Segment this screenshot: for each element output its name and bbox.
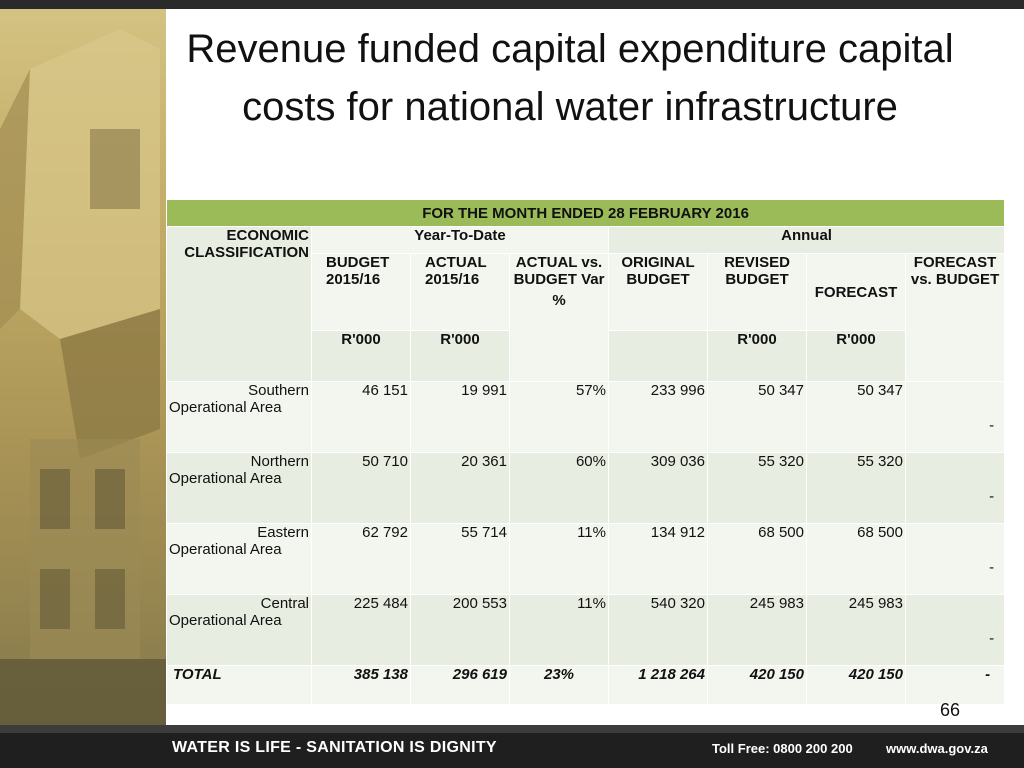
total-original: 1 218 264 [609, 666, 708, 705]
area-cell [167, 595, 312, 666]
actual-cell: 200 553 [411, 595, 510, 666]
budget-cell: 50 710 [312, 453, 411, 524]
var-cell: 11% [510, 524, 609, 595]
area-name: Southern [248, 382, 309, 399]
annual-group-header: Annual [609, 227, 1005, 254]
actual-cell: 19 991 [411, 382, 510, 453]
budget-cell: 225 484 [312, 595, 411, 666]
period-header: FOR THE MONTH ENDED 28 FEBRUARY 2016 [167, 200, 1005, 227]
actual-unit: R'000 [411, 331, 510, 382]
total-row [167, 666, 1005, 705]
forecast-unit: R'000 [807, 331, 906, 382]
table-row [167, 524, 1005, 595]
revised-cell: 68 500 [708, 524, 807, 595]
forecast-cell: 245 983 [807, 595, 906, 666]
economic-classification-label: ECONOMIC CLASSIFICATION [184, 227, 309, 261]
area-name: Central [260, 595, 309, 612]
fvb-cell: - [906, 382, 1005, 453]
var-cell: 57% [510, 382, 609, 453]
area-suffix: Operational Area [169, 399, 282, 416]
ytd-group-header: Year-To-Date [312, 227, 609, 254]
revised-cell: 55 320 [708, 453, 807, 524]
actual-vs-budget-label: ACTUAL vs. BUDGET Var [513, 254, 605, 288]
var-cell: 60% [510, 453, 609, 524]
area-cell [167, 382, 312, 453]
budget-cell: 46 151 [312, 382, 411, 453]
total-forecast: 420 150 [807, 666, 906, 705]
forecast-cell: 50 347 [807, 382, 906, 453]
footer-strip [0, 725, 1024, 733]
area-cell [167, 524, 312, 595]
top-bar [0, 0, 1024, 9]
original-cell: 540 320 [609, 595, 708, 666]
forecast-col-header: FORECAST [807, 254, 906, 331]
page-number: 66 [940, 700, 961, 720]
var-cell: 11% [510, 595, 609, 666]
forecast-vs-budget-col-header: FORECAST vs. BUDGET [906, 254, 1005, 382]
period-header-row [167, 200, 1005, 227]
table-row [167, 595, 1005, 666]
table-row [167, 382, 1005, 453]
total-label: TOTAL [167, 666, 312, 705]
area-cell [167, 453, 312, 524]
total-revised: 420 150 [708, 666, 807, 705]
slide-title: Revenue funded capital expenditure capital costs for national water infrastructure [186, 27, 954, 129]
total-actual: 296 619 [411, 666, 510, 705]
budget-unit: R'000 [312, 331, 411, 382]
original-cell: 233 996 [609, 382, 708, 453]
area-suffix: Operational Area [169, 470, 282, 487]
fvb-cell: - [906, 453, 1005, 524]
forecast-cell: 68 500 [807, 524, 906, 595]
total-fvb: - [906, 666, 1005, 705]
table-row [167, 453, 1005, 524]
pct-unit: % [552, 292, 566, 309]
revised-cell: 50 347 [708, 382, 807, 453]
budget-cell: 62 792 [312, 524, 411, 595]
area-name: Northern [250, 453, 309, 470]
original-cell: 309 036 [609, 453, 708, 524]
original-budget-col-header: ORIGINAL BUDGET [609, 254, 708, 331]
footer-website: www.dwa.gov.za [886, 741, 988, 756]
capex-table [166, 199, 1005, 705]
original-unit-empty [609, 331, 708, 382]
footer-toll-free: Toll Free: 0800 200 200 [712, 741, 853, 756]
total-budget: 385 138 [312, 666, 411, 705]
fvb-cell: - [906, 524, 1005, 595]
actual-cell: 20 361 [411, 453, 510, 524]
area-suffix: Operational Area [169, 541, 282, 558]
fvb-cell: - [906, 595, 1005, 666]
area-suffix: Operational Area [169, 612, 282, 629]
actual-col-header: ACTUAL 2015/16 [411, 254, 510, 331]
footer-slogan: WATER IS LIFE - SANITATION IS DIGNITY [172, 739, 497, 756]
actual-cell: 55 714 [411, 524, 510, 595]
footer-bar [0, 725, 1024, 768]
decorative-building-image [0, 9, 166, 725]
total-var: 23% [510, 666, 609, 705]
revised-budget-col-header: REVISED BUDGET [708, 254, 807, 331]
original-cell: 134 912 [609, 524, 708, 595]
economic-classification-header [167, 227, 312, 382]
budget-col-header: BUDGET 2015/16 [312, 254, 411, 331]
forecast-cell: 55 320 [807, 453, 906, 524]
revised-unit: R'000 [708, 331, 807, 382]
revised-cell: 245 983 [708, 595, 807, 666]
group-header-row [167, 227, 1005, 254]
area-name: Eastern [257, 524, 309, 541]
actual-vs-budget-col-header [510, 254, 609, 382]
